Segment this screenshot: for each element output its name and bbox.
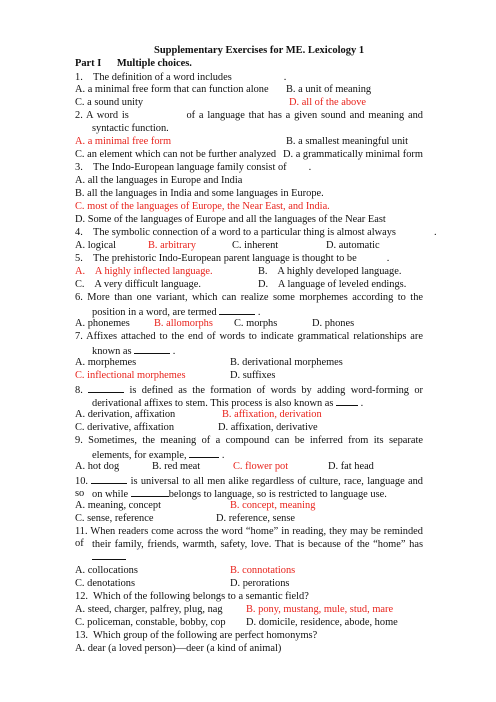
question-10-cont: on while belongs to language, so is restricted to language use.: [92, 489, 387, 500]
option-10d: D. reference, sense: [216, 513, 296, 524]
option-5d: D. A language of leveled endings.: [258, 279, 407, 290]
option-10b-answer: B. concept, meaning: [230, 500, 316, 511]
option-6b-answer: B. allomorphs: [154, 318, 213, 329]
option-4a: A. logical: [75, 240, 116, 251]
option-5a-answer: A. A highly inflected language.: [75, 266, 213, 277]
option-4b-answer: B. arbitrary: [148, 240, 196, 251]
option-7d: D. suffixes: [230, 370, 276, 381]
option-1d-answer: D. all of the above: [289, 97, 367, 108]
option-5b: B. A highly developed language.: [258, 266, 402, 277]
option-6d: D. phones: [312, 318, 355, 329]
option-1b: B. a unit of meaning: [286, 84, 372, 95]
page-title: Supplementary Exercises for ME. Lexicology 1: [154, 45, 365, 56]
question-2: 2. A word is of a language that has a given sound and meaning and: [75, 110, 423, 121]
option-9c-answer: C. flower pot: [233, 461, 289, 472]
option-4d: D. automatic: [326, 240, 380, 251]
question-7-cont: known as .: [92, 346, 176, 357]
option-11a: A. collocations: [75, 565, 138, 576]
option-12b-answer: B. pony, mustang, mule, stud, mare: [246, 604, 394, 615]
option-11c: C. denotations: [75, 578, 136, 589]
option-9a: A. hot dog: [75, 461, 120, 472]
option-6a: A. phonemes: [75, 318, 130, 329]
option-12a: A. steed, charger, palfrey, plug, nag: [75, 604, 223, 615]
option-6c: C. morphs: [234, 318, 278, 329]
question-9: 9. Sometimes, the meaning of a compound can be inferred from its separate: [75, 435, 423, 446]
option-2d: D. a grammatically minimal form: [283, 149, 423, 160]
question-4: 4. The symbolic connection of a word to a particular thing is almost always .: [75, 227, 437, 238]
option-2b: B. a smallest meaningful unit: [286, 136, 409, 147]
option-3a: A. all the languages in Europe and India: [75, 175, 243, 186]
option-8d: D. affixation, derivative: [218, 422, 318, 433]
question-10: 10. is universal to all men alike regardless of culture, race, language and so: [75, 476, 423, 499]
option-13a: A. dear (a loved person)—deer (a kind of animal): [75, 643, 282, 654]
question-9-cont: elements, for example, .: [92, 450, 225, 461]
answer-blank-11: [92, 551, 126, 560]
question-2-cont: syntactic function.: [92, 123, 169, 134]
option-9b: B. red meat: [152, 461, 201, 472]
option-7c-answer: C. inflectional morphemes: [75, 370, 186, 381]
question-6: 6. More than one variant, which can realize some morphemes according to the: [75, 292, 423, 303]
option-12d: D. domicile, residence, abode, home: [246, 617, 398, 628]
question-1: 1. The definition of a word includes .: [75, 72, 287, 83]
question-8-cont: derivational affixes to stem. This process is also known as .: [92, 398, 364, 409]
option-12c: C. policeman, constable, bobby, cop: [75, 617, 226, 628]
option-7b: B. derivational morphemes: [230, 357, 343, 368]
option-3d: D. Some of the languages of Europe and all the languages of the Near East: [75, 214, 386, 225]
question-13: 13. Which group of the following are perfect homonyms?: [75, 630, 318, 641]
option-4c: C. inherent: [232, 240, 279, 251]
option-10c: C. sense, reference: [75, 513, 154, 524]
part-heading: Part I Multiple choices.: [75, 58, 192, 69]
question-8: 8. is defined as the formation of words by adding word-forming or: [75, 385, 423, 396]
option-2c: C. an element which can not be further analyzed: [75, 149, 277, 160]
question-11: 11. When readers come across the word “home” in reading, they may be reminded of: [75, 526, 423, 549]
option-3b: B. all the languages in India and some languages in Europe.: [75, 188, 324, 199]
option-7a: A. morphemes: [75, 357, 137, 368]
option-2a-answer: A. a minimal free form: [75, 136, 172, 147]
option-5c: C. A very difficult language.: [75, 279, 201, 290]
option-10a: A. meaning, concept: [75, 500, 161, 511]
option-9d: D. fat head: [328, 461, 374, 472]
option-8b-answer: B. affixation, derivation: [222, 409, 322, 420]
question-6-cont: position in a word, are termed .: [92, 307, 261, 318]
option-11d: D. perorations: [230, 578, 290, 589]
question-11-cont: their family, friends, warmth, safety, love. That is because of the “home” has: [92, 539, 423, 550]
option-8a: A. derivation, affixation: [75, 409, 176, 420]
option-1a: A. a minimal free form that can function alone: [75, 84, 269, 95]
option-8c: C. derivative, affixation: [75, 422, 175, 433]
option-11b-answer: B. connotations: [230, 565, 296, 576]
question-3: 3. The Indo-European language family consist of .: [75, 162, 312, 173]
option-1c: C. a sound unity: [75, 97, 144, 108]
question-7: 7. Affixes attached to the end of words to indicate grammatical relationships are: [75, 331, 423, 342]
question-5: 5. The prehistoric Indo-European parent language is thought to be .: [75, 253, 390, 264]
question-12: 12. Which of the following belongs to a semantic field?: [75, 591, 309, 602]
option-3c-answer: C. most of the languages of Europe, the Near East, and India.: [75, 201, 330, 212]
